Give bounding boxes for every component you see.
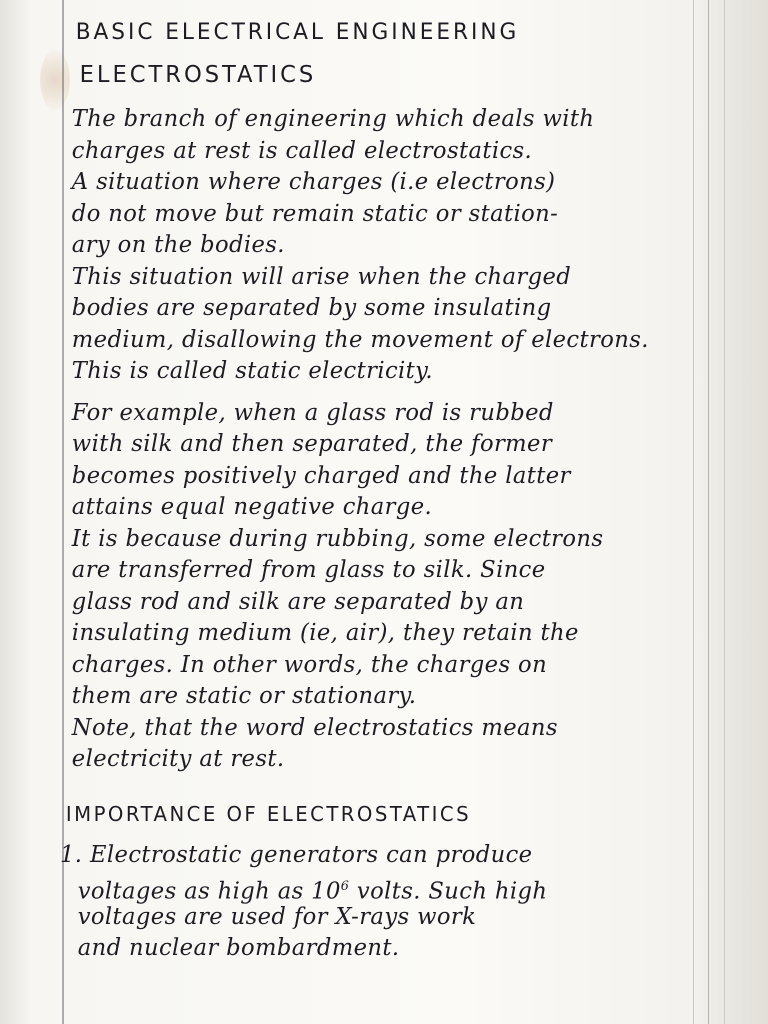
text-line: charges. In other words, the charges on — [71, 651, 548, 678]
text-line: with silk and then separated, the former — [71, 431, 553, 457]
point-text: volts. Such high — [349, 878, 548, 905]
point-line: voltages are used for X-rays work — [77, 903, 477, 930]
page-header: BASIC ELECTRICAL ENGINEERING — [75, 20, 520, 45]
text-line: are transferred from glass to silk. Since — [71, 557, 546, 583]
point-text: Electrostatic generators can produce — [89, 841, 533, 868]
text-line: This situation will arise when the charged — [71, 263, 572, 290]
exponent: 6 — [340, 878, 350, 894]
importance-heading: IMPORTANCE OF ELECTROSTATICS — [65, 801, 472, 826]
text-line: medium, disallowing the movement of electrons. — [71, 326, 649, 353]
point-number: 1. — [60, 841, 83, 868]
text-line: It is because during rubbing, some electrons — [71, 525, 604, 552]
text-line: For example, when a glass rod is rubbed — [71, 399, 554, 426]
text-line: ary on the bodies. — [71, 232, 285, 258]
text-line: insulating medium (ie, air), they retain the — [71, 620, 579, 646]
numbered-point — [60, 840, 700, 964]
text-line: becomes positively charged and the latter — [71, 462, 571, 489]
text-line: glass rod and silk are separated by an — [71, 588, 525, 615]
text-line: A situation where charges (i.e electrons) — [71, 169, 556, 195]
paragraph — [60, 104, 700, 776]
section-title: ELECTROSTATICS — [79, 62, 317, 88]
text-line: Note, that the word electrostatics means — [71, 714, 558, 741]
text-line: The branch of engineering which deals with — [71, 106, 595, 132]
point-line — [60, 840, 690, 871]
text-line: do not move but remain static or station- — [71, 200, 559, 227]
text-line: charges at rest is called electrostatics. — [71, 137, 533, 164]
point-line — [60, 871, 690, 905]
page-edge — [693, 0, 768, 1024]
point-line: and nuclear bombardment. — [77, 934, 400, 961]
text-line: attains equal negative charge. — [71, 494, 433, 520]
handwritten-notes — [60, 14, 700, 964]
point-text: voltages as high as 10 — [77, 878, 341, 905]
text-line: them are static or stationary. — [71, 683, 417, 709]
text-line: electricity at rest. — [71, 746, 285, 772]
text-line: bodies are separated by some insulating — [71, 295, 552, 321]
text-line: This is called static electricity. — [71, 358, 433, 384]
